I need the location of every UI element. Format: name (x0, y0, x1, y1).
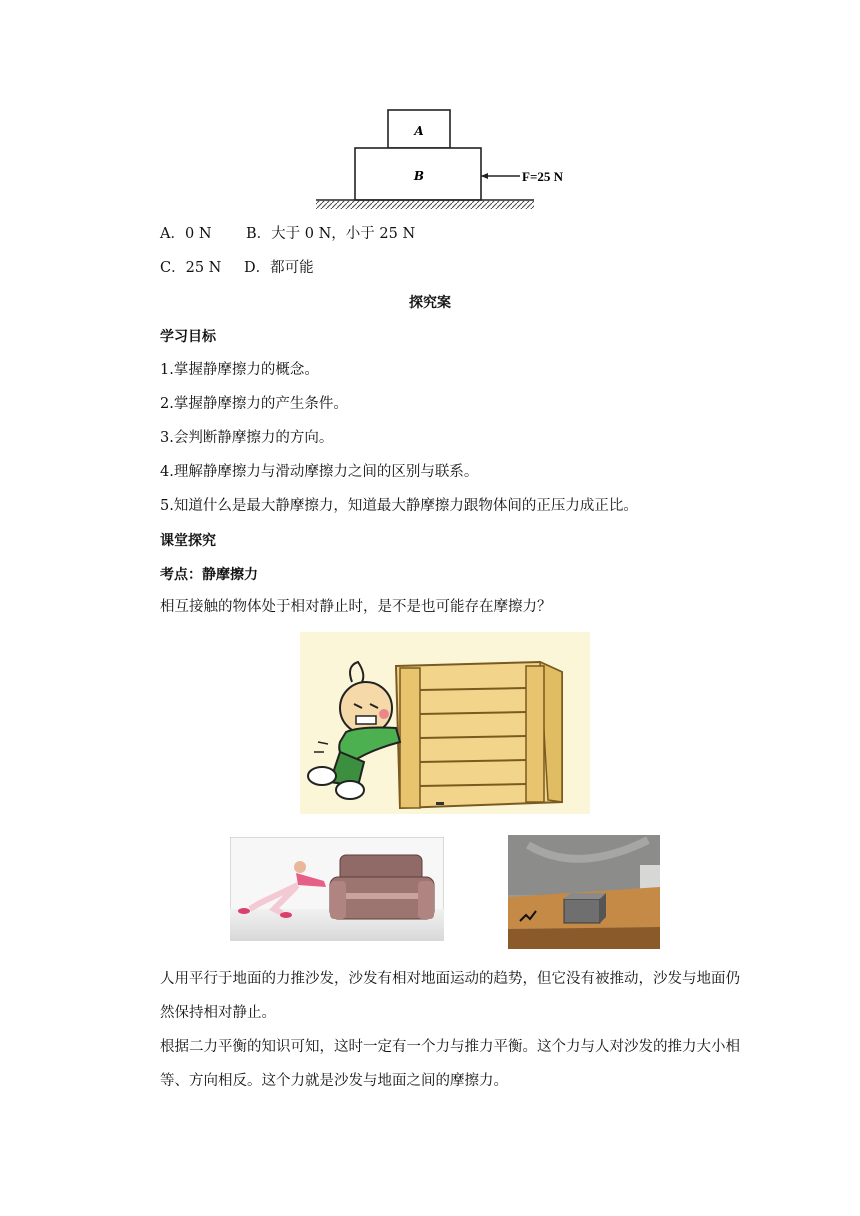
option-d-letter: D． (244, 260, 271, 276)
option-d (244, 258, 314, 278)
person-pushing-sofa-photo (230, 837, 444, 941)
option-a-letter: A． (160, 226, 185, 242)
option-a (160, 224, 212, 244)
block-on-table-photo (508, 835, 660, 949)
option-b-text: 大于 0 N，小于 25 N (271, 226, 416, 242)
block-force-figure (312, 108, 592, 216)
cartoon-pushing-crate-illustration (300, 632, 590, 814)
section-title: 探究案 (409, 295, 451, 311)
option-a-text: 0 N (184, 226, 212, 242)
paragraph-2: 根据二力平衡的知识可知，这时一定有一个力与推力平衡。这个力与人对沙发的推力大小相等、方向相反。这个力就是沙发与地面之间的摩擦力。 (160, 1039, 740, 1089)
topic-heading: 考点：静摩擦力 (160, 567, 258, 583)
ground-hatch (316, 201, 534, 209)
force-label: F=25 N (522, 169, 563, 184)
option-c-letter: C． (160, 260, 186, 276)
block-b-label: B (413, 169, 425, 183)
paragraph-1: 人用平行于地面的力推沙发，沙发有相对地面运动的趋势，但它没有被推动，沙发与地面仍然保持相对静止。 (160, 971, 740, 1021)
classroom-heading: 课堂探究 (160, 533, 216, 549)
option-b (246, 224, 415, 244)
block-a-label: A (414, 124, 424, 138)
goal-item-3: 3.会判断静摩擦力的方向。 (160, 430, 334, 446)
goal-item-2: 2.掌握静摩擦力的产生条件。 (160, 396, 348, 412)
option-b-letter: B． (246, 226, 272, 242)
question-text: 相互接触的物体处于相对静止时，是不是也可能存在摩擦力？ (160, 599, 552, 615)
option-c (160, 258, 221, 278)
learning-goals-heading: 学习目标 (160, 329, 216, 345)
goal-item-1: 1.掌握静摩擦力的概念。 (160, 362, 319, 378)
force-arrowhead (481, 173, 488, 179)
goal-item-4: 4.理解静摩擦力与滑动摩擦力之间的区别与联系。 (160, 464, 479, 480)
option-c-text: 25 N (185, 260, 222, 276)
goal-item-5: 5.知道什么是最大静摩擦力，知道最大静摩擦力跟物体间的正压力成正比。 (160, 498, 638, 514)
option-d-text: 都可能 (270, 260, 314, 276)
